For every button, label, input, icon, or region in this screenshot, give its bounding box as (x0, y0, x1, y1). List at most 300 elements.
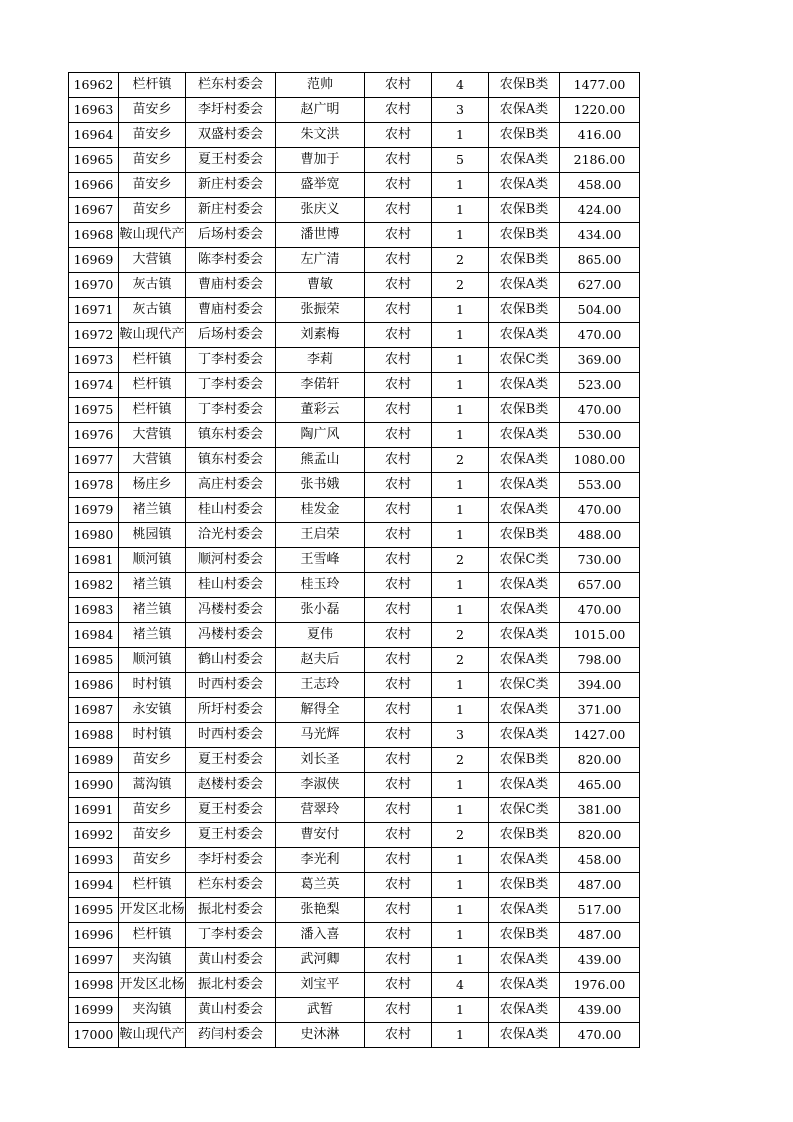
table-row (69, 898, 640, 923)
area-type-cell: 农村 (365, 548, 432, 573)
record-id-cell: 16997 (69, 948, 119, 973)
household-count-cell: 1 (432, 698, 489, 723)
person-name-cell: 武河卿 (276, 948, 365, 973)
area-type-cell: 农村 (365, 573, 432, 598)
person-name-cell: 刘宝平 (276, 973, 365, 998)
record-id-cell: 16977 (69, 448, 119, 473)
table-row (69, 1023, 640, 1048)
table-row (69, 348, 640, 373)
table-row (69, 573, 640, 598)
table-row (69, 773, 640, 798)
area-type-cell: 农村 (365, 1023, 432, 1048)
household-count-cell: 1 (432, 473, 489, 498)
record-id-cell: 16990 (69, 773, 119, 798)
table-row (69, 848, 640, 873)
household-count-cell: 2 (432, 823, 489, 848)
amount-cell: 369.00 (560, 348, 640, 373)
area-type-cell: 农村 (365, 323, 432, 348)
table-row (69, 148, 640, 173)
area-type-cell: 农村 (365, 148, 432, 173)
person-name-cell: 盛举宽 (276, 173, 365, 198)
insurance-category-cell: 农保B类 (489, 198, 560, 223)
area-type-cell: 农村 (365, 848, 432, 873)
town-cell: 苗安乡 (119, 198, 186, 223)
area-type-cell: 农村 (365, 423, 432, 448)
insurance-category-cell: 农保A类 (489, 648, 560, 673)
insurance-category-cell: 农保A类 (489, 898, 560, 923)
records-table-body (69, 73, 640, 1048)
record-id-cell: 16964 (69, 123, 119, 148)
insurance-category-cell: 农保B类 (489, 73, 560, 98)
area-type-cell: 农村 (365, 248, 432, 273)
village-committee-cell: 时西村委会 (186, 673, 276, 698)
town-cell: 开发区北杨 (119, 898, 186, 923)
village-committee-cell: 黄山村委会 (186, 998, 276, 1023)
area-type-cell: 农村 (365, 798, 432, 823)
person-name-cell: 葛兰英 (276, 873, 365, 898)
table-row (69, 998, 640, 1023)
village-committee-cell: 曹庙村委会 (186, 298, 276, 323)
amount-cell: 371.00 (560, 698, 640, 723)
person-name-cell: 史沐淋 (276, 1023, 365, 1048)
town-cell: 大营镇 (119, 248, 186, 273)
household-count-cell: 1 (432, 1023, 489, 1048)
record-id-cell: 16965 (69, 148, 119, 173)
record-id-cell: 17000 (69, 1023, 119, 1048)
household-count-cell: 1 (432, 423, 489, 448)
household-count-cell: 2 (432, 448, 489, 473)
amount-cell: 504.00 (560, 298, 640, 323)
table-row (69, 423, 640, 448)
person-name-cell: 左广清 (276, 248, 365, 273)
town-cell: 栏杆镇 (119, 923, 186, 948)
village-committee-cell: 桂山村委会 (186, 573, 276, 598)
village-committee-cell: 丁李村委会 (186, 348, 276, 373)
town-cell: 永安镇 (119, 698, 186, 723)
person-name-cell: 潘世博 (276, 223, 365, 248)
table-row (69, 748, 640, 773)
amount-cell: 820.00 (560, 823, 640, 848)
area-type-cell: 农村 (365, 773, 432, 798)
village-committee-cell: 冯楼村委会 (186, 623, 276, 648)
village-committee-cell: 桂山村委会 (186, 498, 276, 523)
insurance-category-cell: 农保B类 (489, 123, 560, 148)
person-name-cell: 张庆义 (276, 198, 365, 223)
person-name-cell: 营翠玲 (276, 798, 365, 823)
area-type-cell: 农村 (365, 523, 432, 548)
amount-cell: 1015.00 (560, 623, 640, 648)
person-name-cell: 张小磊 (276, 598, 365, 623)
table-row (69, 698, 640, 723)
record-id-cell: 16995 (69, 898, 119, 923)
area-type-cell: 农村 (365, 273, 432, 298)
town-cell: 开发区北杨 (119, 973, 186, 998)
table-row (69, 923, 640, 948)
table-row (69, 498, 640, 523)
person-name-cell: 王启荣 (276, 523, 365, 548)
area-type-cell: 农村 (365, 648, 432, 673)
household-count-cell: 1 (432, 523, 489, 548)
town-cell: 苗安乡 (119, 123, 186, 148)
amount-cell: 416.00 (560, 123, 640, 148)
household-count-cell: 1 (432, 873, 489, 898)
record-id-cell: 16978 (69, 473, 119, 498)
area-type-cell: 农村 (365, 398, 432, 423)
village-committee-cell: 新庄村委会 (186, 198, 276, 223)
record-id-cell: 16980 (69, 523, 119, 548)
amount-cell: 458.00 (560, 173, 640, 198)
record-id-cell: 16988 (69, 723, 119, 748)
person-name-cell: 董彩云 (276, 398, 365, 423)
amount-cell: 394.00 (560, 673, 640, 698)
insurance-category-cell: 农保A类 (489, 423, 560, 448)
household-count-cell: 1 (432, 498, 489, 523)
insurance-category-cell: 农保A类 (489, 473, 560, 498)
village-committee-cell: 冯楼村委会 (186, 598, 276, 623)
person-name-cell: 李莉 (276, 348, 365, 373)
record-id-cell: 16992 (69, 823, 119, 848)
insurance-category-cell: 农保B类 (489, 223, 560, 248)
town-cell: 栏杆镇 (119, 348, 186, 373)
household-count-cell: 1 (432, 798, 489, 823)
area-type-cell: 农村 (365, 498, 432, 523)
area-type-cell: 农村 (365, 623, 432, 648)
household-count-cell: 2 (432, 548, 489, 573)
insurance-category-cell: 农保C类 (489, 673, 560, 698)
record-id-cell: 16981 (69, 548, 119, 573)
table-row (69, 448, 640, 473)
record-id-cell: 16971 (69, 298, 119, 323)
person-name-cell: 李偌轩 (276, 373, 365, 398)
insurance-category-cell: 农保B类 (489, 298, 560, 323)
person-name-cell: 夏伟 (276, 623, 365, 648)
table-row (69, 323, 640, 348)
household-count-cell: 1 (432, 198, 489, 223)
village-committee-cell: 时西村委会 (186, 723, 276, 748)
record-id-cell: 16999 (69, 998, 119, 1023)
insurance-category-cell: 农保A类 (489, 273, 560, 298)
area-type-cell: 农村 (365, 898, 432, 923)
town-cell: 褚兰镇 (119, 498, 186, 523)
amount-cell: 458.00 (560, 848, 640, 873)
amount-cell: 523.00 (560, 373, 640, 398)
village-committee-cell: 夏王村委会 (186, 148, 276, 173)
insurance-category-cell: 农保B类 (489, 248, 560, 273)
record-id-cell: 16994 (69, 873, 119, 898)
table-row (69, 873, 640, 898)
amount-cell: 488.00 (560, 523, 640, 548)
area-type-cell: 农村 (365, 348, 432, 373)
household-count-cell: 3 (432, 723, 489, 748)
town-cell: 栏杆镇 (119, 398, 186, 423)
area-type-cell: 农村 (365, 373, 432, 398)
area-type-cell: 农村 (365, 473, 432, 498)
person-name-cell: 王志玲 (276, 673, 365, 698)
insurance-category-cell: 农保A类 (489, 148, 560, 173)
area-type-cell: 农村 (365, 98, 432, 123)
amount-cell: 1477.00 (560, 73, 640, 98)
village-committee-cell: 高庄村委会 (186, 473, 276, 498)
table-row (69, 273, 640, 298)
amount-cell: 470.00 (560, 498, 640, 523)
town-cell: 栏杆镇 (119, 873, 186, 898)
town-cell: 苗安乡 (119, 798, 186, 823)
amount-cell: 530.00 (560, 423, 640, 448)
area-type-cell: 农村 (365, 723, 432, 748)
town-cell: 夹沟镇 (119, 948, 186, 973)
insurance-category-cell: 农保A类 (489, 498, 560, 523)
village-committee-cell: 夏王村委会 (186, 798, 276, 823)
village-committee-cell: 振北村委会 (186, 898, 276, 923)
household-count-cell: 1 (432, 173, 489, 198)
insurance-category-cell: 农保A类 (489, 998, 560, 1023)
town-cell: 苗安乡 (119, 748, 186, 773)
amount-cell: 381.00 (560, 798, 640, 823)
area-type-cell: 农村 (365, 698, 432, 723)
household-count-cell: 1 (432, 848, 489, 873)
insurance-category-cell: 农保A类 (489, 723, 560, 748)
amount-cell: 657.00 (560, 573, 640, 598)
amount-cell: 439.00 (560, 998, 640, 1023)
household-count-cell: 1 (432, 923, 489, 948)
town-cell: 褚兰镇 (119, 573, 186, 598)
table-row (69, 373, 640, 398)
table-row (69, 523, 640, 548)
amount-cell: 470.00 (560, 398, 640, 423)
household-count-cell: 3 (432, 98, 489, 123)
town-cell: 蒿沟镇 (119, 773, 186, 798)
record-id-cell: 16966 (69, 173, 119, 198)
record-id-cell: 16991 (69, 798, 119, 823)
insurance-category-cell: 农保A类 (489, 848, 560, 873)
amount-cell: 487.00 (560, 923, 640, 948)
village-committee-cell: 黄山村委会 (186, 948, 276, 973)
person-name-cell: 桂玉玲 (276, 573, 365, 598)
table-row (69, 223, 640, 248)
town-cell: 栏杆镇 (119, 373, 186, 398)
amount-cell: 470.00 (560, 323, 640, 348)
amount-cell: 424.00 (560, 198, 640, 223)
record-id-cell: 16975 (69, 398, 119, 423)
town-cell: 苗安乡 (119, 148, 186, 173)
record-id-cell: 16962 (69, 73, 119, 98)
record-id-cell: 16972 (69, 323, 119, 348)
household-count-cell: 1 (432, 573, 489, 598)
village-committee-cell: 夏王村委会 (186, 748, 276, 773)
amount-cell: 798.00 (560, 648, 640, 673)
village-committee-cell: 李圩村委会 (186, 98, 276, 123)
household-count-cell: 2 (432, 623, 489, 648)
table-row (69, 723, 640, 748)
record-id-cell: 16984 (69, 623, 119, 648)
amount-cell: 1976.00 (560, 973, 640, 998)
town-cell: 时村镇 (119, 723, 186, 748)
amount-cell: 865.00 (560, 248, 640, 273)
household-count-cell: 1 (432, 898, 489, 923)
person-name-cell: 张振荣 (276, 298, 365, 323)
household-count-cell: 2 (432, 748, 489, 773)
table-row (69, 623, 640, 648)
insurance-category-cell: 农保B类 (489, 923, 560, 948)
insurance-category-cell: 农保B类 (489, 748, 560, 773)
table-row (69, 473, 640, 498)
household-count-cell: 1 (432, 123, 489, 148)
area-type-cell: 农村 (365, 198, 432, 223)
record-id-cell: 16983 (69, 598, 119, 623)
person-name-cell: 陶广风 (276, 423, 365, 448)
amount-cell: 1220.00 (560, 98, 640, 123)
household-count-cell: 1 (432, 773, 489, 798)
area-type-cell: 农村 (365, 673, 432, 698)
record-id-cell: 16985 (69, 648, 119, 673)
amount-cell: 820.00 (560, 748, 640, 773)
village-committee-cell: 丁李村委会 (186, 923, 276, 948)
village-committee-cell: 栏东村委会 (186, 73, 276, 98)
town-cell: 苗安乡 (119, 173, 186, 198)
village-committee-cell: 丁李村委会 (186, 373, 276, 398)
table-row (69, 248, 640, 273)
table-row (69, 823, 640, 848)
record-id-cell: 16969 (69, 248, 119, 273)
household-count-cell: 2 (432, 273, 489, 298)
amount-cell: 1427.00 (560, 723, 640, 748)
village-committee-cell: 所圩村委会 (186, 698, 276, 723)
household-count-cell: 1 (432, 998, 489, 1023)
village-committee-cell: 镇东村委会 (186, 423, 276, 448)
area-type-cell: 农村 (365, 823, 432, 848)
village-committee-cell: 曹庙村委会 (186, 273, 276, 298)
table-row (69, 298, 640, 323)
amount-cell: 487.00 (560, 873, 640, 898)
record-id-cell: 16996 (69, 923, 119, 948)
area-type-cell: 农村 (365, 123, 432, 148)
person-name-cell: 武暂 (276, 998, 365, 1023)
insurance-category-cell: 农保A类 (489, 323, 560, 348)
town-cell: 大营镇 (119, 448, 186, 473)
village-committee-cell: 后场村委会 (186, 323, 276, 348)
person-name-cell: 刘素梅 (276, 323, 365, 348)
insurance-category-cell: 农保A类 (489, 573, 560, 598)
amount-cell: 470.00 (560, 598, 640, 623)
person-name-cell: 王雪峰 (276, 548, 365, 573)
person-name-cell: 赵广明 (276, 98, 365, 123)
insurance-category-cell: 农保A类 (489, 98, 560, 123)
record-id-cell: 16968 (69, 223, 119, 248)
town-cell: 褚兰镇 (119, 623, 186, 648)
village-committee-cell: 镇东村委会 (186, 448, 276, 473)
insurance-category-cell: 农保A类 (489, 448, 560, 473)
table-row (69, 198, 640, 223)
town-cell: 灰古镇 (119, 298, 186, 323)
table-row (69, 548, 640, 573)
area-type-cell: 农村 (365, 598, 432, 623)
town-cell: 杨庄乡 (119, 473, 186, 498)
record-id-cell: 16963 (69, 98, 119, 123)
household-count-cell: 1 (432, 348, 489, 373)
table-row (69, 673, 640, 698)
village-committee-cell: 新庄村委会 (186, 173, 276, 198)
town-cell: 灰古镇 (119, 273, 186, 298)
household-count-cell: 1 (432, 673, 489, 698)
insurance-category-cell: 农保B类 (489, 823, 560, 848)
town-cell: 大营镇 (119, 423, 186, 448)
person-name-cell: 桂发金 (276, 498, 365, 523)
household-count-cell: 1 (432, 373, 489, 398)
town-cell: 顺河镇 (119, 648, 186, 673)
record-id-cell: 16989 (69, 748, 119, 773)
record-id-cell: 16979 (69, 498, 119, 523)
household-count-cell: 4 (432, 73, 489, 98)
village-committee-cell: 后场村委会 (186, 223, 276, 248)
area-type-cell: 农村 (365, 998, 432, 1023)
person-name-cell: 曹敏 (276, 273, 365, 298)
town-cell: 顺河镇 (119, 548, 186, 573)
household-count-cell: 1 (432, 598, 489, 623)
household-count-cell: 1 (432, 298, 489, 323)
town-cell: 鞍山现代产 (119, 223, 186, 248)
insurance-category-cell: 农保B类 (489, 523, 560, 548)
amount-cell: 439.00 (560, 948, 640, 973)
person-name-cell: 李淑侠 (276, 773, 365, 798)
insurance-category-cell: 农保B类 (489, 873, 560, 898)
area-type-cell: 农村 (365, 948, 432, 973)
record-id-cell: 16998 (69, 973, 119, 998)
table-row (69, 648, 640, 673)
insurance-category-cell: 农保A类 (489, 623, 560, 648)
insurance-category-cell: 农保C类 (489, 548, 560, 573)
table-row (69, 973, 640, 998)
village-committee-cell: 振北村委会 (186, 973, 276, 998)
record-id-cell: 16976 (69, 423, 119, 448)
amount-cell: 1080.00 (560, 448, 640, 473)
person-name-cell: 刘长圣 (276, 748, 365, 773)
town-cell: 苗安乡 (119, 823, 186, 848)
area-type-cell: 农村 (365, 448, 432, 473)
village-committee-cell: 洽光村委会 (186, 523, 276, 548)
table-row (69, 948, 640, 973)
village-committee-cell: 夏王村委会 (186, 823, 276, 848)
household-count-cell: 1 (432, 323, 489, 348)
household-count-cell: 5 (432, 148, 489, 173)
insurance-category-cell: 农保A类 (489, 948, 560, 973)
area-type-cell: 农村 (365, 73, 432, 98)
amount-cell: 434.00 (560, 223, 640, 248)
person-name-cell: 曹加于 (276, 148, 365, 173)
person-name-cell: 熊孟山 (276, 448, 365, 473)
amount-cell: 553.00 (560, 473, 640, 498)
amount-cell: 2186.00 (560, 148, 640, 173)
person-name-cell: 张艳梨 (276, 898, 365, 923)
record-id-cell: 16987 (69, 698, 119, 723)
area-type-cell: 农村 (365, 923, 432, 948)
insurance-category-cell: 农保A类 (489, 373, 560, 398)
household-count-cell: 1 (432, 948, 489, 973)
table-row (69, 123, 640, 148)
village-committee-cell: 赵楼村委会 (186, 773, 276, 798)
insurance-category-cell: 农保C类 (489, 348, 560, 373)
insurance-category-cell: 农保A类 (489, 973, 560, 998)
amount-cell: 470.00 (560, 1023, 640, 1048)
person-name-cell: 解得全 (276, 698, 365, 723)
village-committee-cell: 鹤山村委会 (186, 648, 276, 673)
record-id-cell: 16974 (69, 373, 119, 398)
person-name-cell: 曹安付 (276, 823, 365, 848)
household-count-cell: 2 (432, 248, 489, 273)
village-committee-cell: 栏东村委会 (186, 873, 276, 898)
person-name-cell: 潘入喜 (276, 923, 365, 948)
town-cell: 桃园镇 (119, 523, 186, 548)
record-id-cell: 16970 (69, 273, 119, 298)
